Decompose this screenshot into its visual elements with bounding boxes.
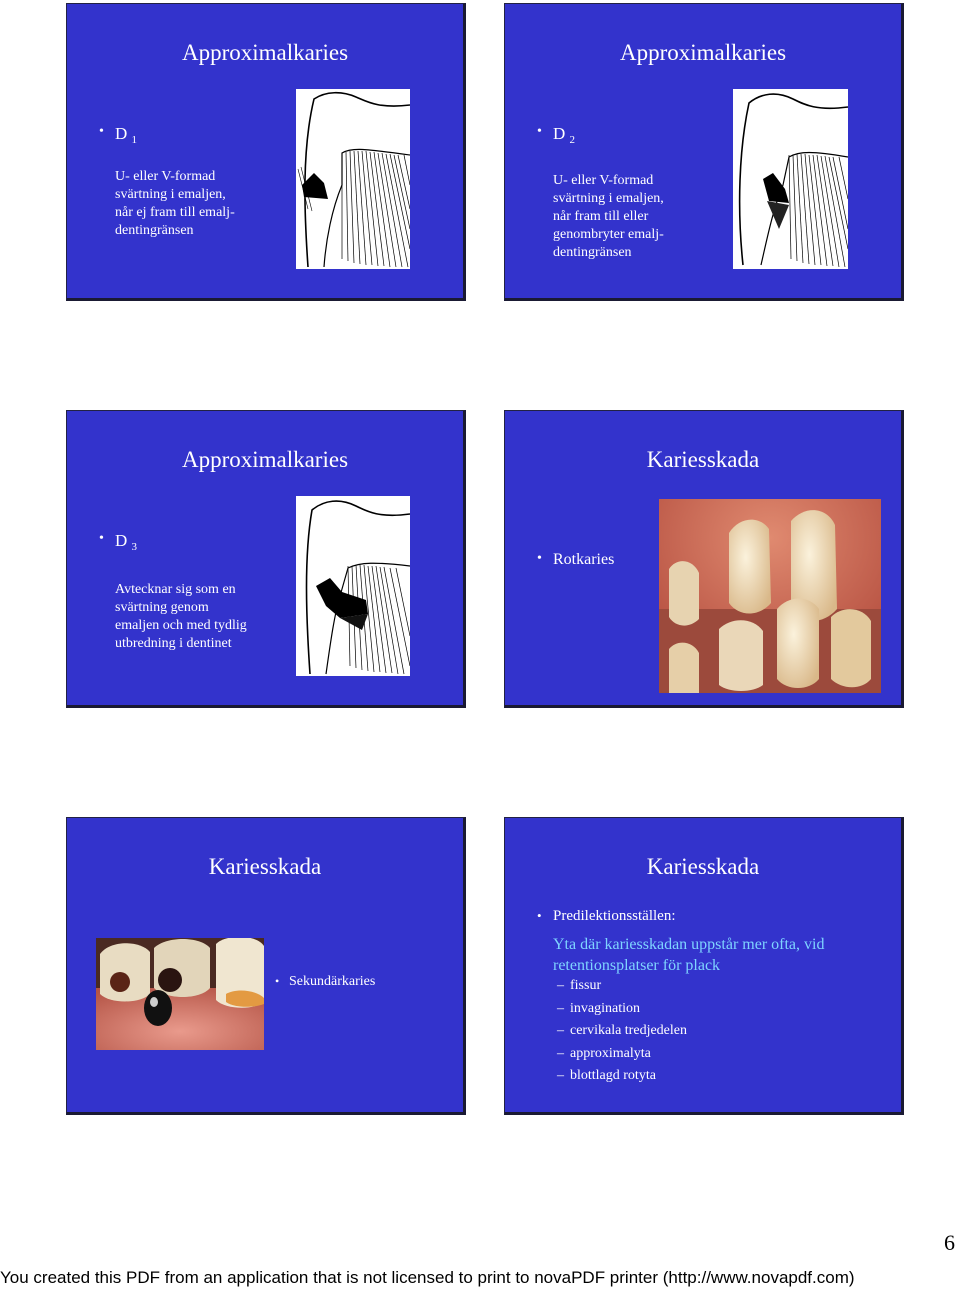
bullet-dot-icon: • (99, 531, 104, 546)
slide-approximalkaries-d1 (66, 3, 466, 301)
slide-title: Kariesskada (646, 447, 760, 472)
slide-title: Approximalkaries (619, 40, 787, 65)
bullet-d1: • D $_1$ (99, 124, 138, 146)
tooth-diagram-d3 (296, 496, 410, 676)
list-item: – invagination (557, 1000, 640, 1016)
teeth-photo-rotkaries (659, 499, 881, 693)
bullet-dot-icon: • (537, 124, 542, 139)
slide-kariesskada-predilektion (504, 817, 904, 1115)
bullet-sekundarkaries: • Sekundärkaries (275, 974, 376, 989)
slide-title: Kariesskada (208, 854, 322, 879)
bullet-d2: • D $_2$ (537, 124, 576, 146)
bullet-dot-icon: • (537, 551, 542, 566)
list-item: – approximalyta (557, 1045, 651, 1061)
predilektion-description: Yta där kariesskadan uppstår mer ofta, vid retentionsplatser för plack (553, 936, 825, 974)
slide-approximalkaries-d2 (504, 3, 904, 301)
list-item: – blottlagd rotyta (557, 1068, 656, 1083)
slide-kariesskada-rotkaries (504, 410, 904, 708)
slide-title: Approximalkaries (181, 447, 349, 472)
tooth-diagram-d1 (296, 89, 410, 269)
slide-description: Avtecknar sig som en svärtning genom emaljen och med tydlig utbredning i dentinet (115, 582, 247, 651)
slide-title: Approximalkaries (181, 40, 349, 65)
novapdf-link[interactable]: http://www.novapdf.com (668, 1268, 849, 1287)
list-item: – fissur (557, 978, 602, 993)
list-item: – cervikala tredjedelen (557, 1023, 687, 1038)
page-number: 6 (944, 1230, 955, 1255)
bullet-predilektionsstallen: • Predilektionsställen: (537, 908, 676, 924)
slide-title: Kariesskada (646, 854, 760, 879)
slide-kariesskada-sekundarkaries (66, 817, 466, 1115)
slide-description: U- eller V-formad svärtning i emaljen, når ej fram till emalj- dentingränsen (115, 169, 235, 238)
slide-approximalkaries-d3 (66, 410, 466, 708)
bullet-dot-icon: • (537, 908, 542, 923)
predilektion-list (557, 978, 687, 1091)
slide-description: U- eller V-formad svärtning i emaljen, når fram till eller genombryter emalj- dentingränsen (553, 173, 664, 260)
bullet-rotkaries: • Rotkaries (537, 551, 615, 568)
bullet-dot-icon: • (275, 974, 280, 988)
tooth-diagram-d2 (733, 89, 848, 269)
bullet-dot-icon: • (99, 124, 104, 139)
bullet-d3: • D $_3$ (99, 531, 138, 553)
footer-notice: You created this PDF from an application that is not licensed to print to novaPDF printer (http://www.novapdf.com) (0, 1268, 855, 1287)
teeth-photo-sekundarkaries (96, 938, 264, 1050)
